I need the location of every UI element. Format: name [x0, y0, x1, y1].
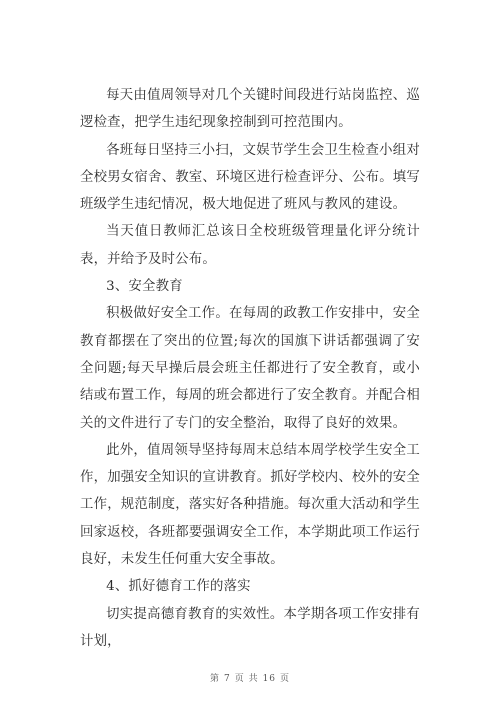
section-heading-safety: 3、安全教育	[106, 279, 183, 295]
paragraph-cleaning: 各班每日坚持三小扫，文娱节学生会卫生检查小组对全校男女宿舍、教室、环境区进行检查评分、公布。填写班级学生违纪情况，极大地促进了班风与教风的建设。	[80, 142, 420, 213]
footer-middle: 页 共	[234, 674, 259, 684]
paragraph-safety-weekly: 此外，值周领导坚持每周末总结本周学校学生安全工作，加强安全知识的宣讲教育。抓好学校内、校外的安全工作，规范制度，落实好各种措施。每次重大活动和学生回家返校，各班都要强调安全工作，本学期此项工作运行良好，未发生任何重大安全事故。	[80, 442, 420, 568]
paragraph-patrol: 每天由值周领导对几个关键时间段进行站岗监控、巡逻检查，把学生违纪现象控制到可控范围内。	[80, 88, 420, 131]
paragraph-daily-summary: 当天值日教师汇总该日全校班级管理量化评分统计表，并给予及时公布。	[80, 224, 420, 267]
footer-prefix: 第	[209, 674, 220, 684]
document-body	[80, 82, 420, 655]
page-footer	[0, 671, 500, 684]
footer-suffix: 页	[280, 674, 291, 684]
footer-total-pages: 16	[262, 674, 277, 684]
section-heading-moral-education: 4、抓好德育工作的落实	[106, 579, 251, 595]
paragraph-safety-work: 积极做好安全工作。在每周的政教工作安排中，安全教育都摆在了突出的位置;每次的国旗下讲话都强调了安全问题;每天早操后晨会班主任都进行了安全教育，或小结或布置工作，每周的班会都进行了安全教育。并配合相关的文件进行了专门的安全整治，取得了良好的效果。	[80, 306, 420, 431]
footer-current-page: 7	[223, 674, 231, 684]
paragraph-moral-education: 切实提高德育教育的实效性。本学期各项工作安排有计划，	[80, 606, 420, 649]
